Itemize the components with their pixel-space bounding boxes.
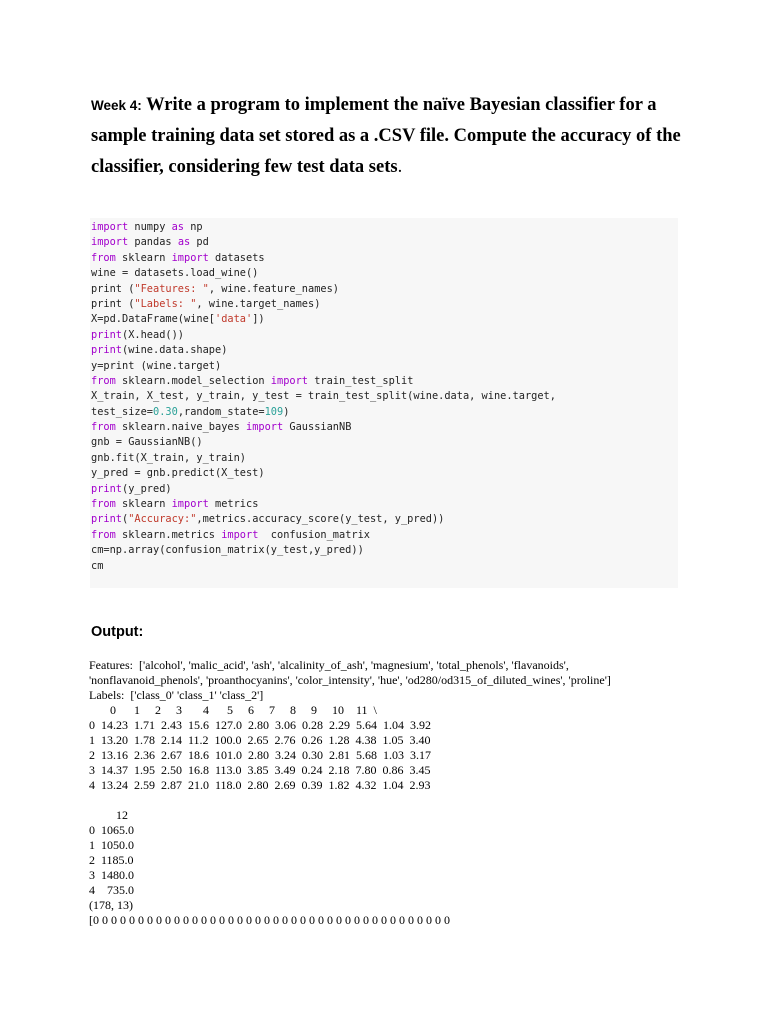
output-line: Features: ['alcohol', 'malic_acid', 'ash', 'alcalinity_of_ash', 'magnesium', 'total_phenols', 'flavanoids',	[89, 658, 569, 672]
output-line: 'nonflavanoid_phenols', 'proanthocyanins', 'color_intensity', 'hue', 'od280/od315_of_diluted_wines', 'proline']	[89, 673, 611, 687]
code-line	[91, 328, 678, 343]
output-line: 0 1 2 3 4 5 6 7 8 9 10 11 \	[89, 703, 377, 717]
output-line: 1 1050.0	[89, 838, 134, 852]
code-token: (wine.data.shape)	[122, 344, 228, 357]
heading-line-1: Write a program to implement the naïve Bayesian classifier for a	[141, 95, 657, 115]
output-title: Output:	[91, 624, 144, 640]
code-token: ,random_state=	[177, 405, 265, 418]
code-token: datasets	[208, 251, 265, 264]
code-token: test_size=	[91, 405, 153, 418]
output-line: 2 1185.0	[89, 853, 134, 867]
code-line	[91, 405, 678, 420]
code-token: , wine.target_names)	[196, 297, 321, 310]
code-token: print (	[91, 297, 135, 310]
code-token: gnb = GaussianNB()	[91, 436, 203, 449]
code-token: from	[91, 528, 116, 541]
code-token: import	[221, 528, 259, 541]
code-token: X=pd.DataFrame(wine[	[91, 313, 215, 326]
code-token: import	[91, 236, 129, 249]
code-token: from	[91, 251, 116, 264]
code-token: numpy	[128, 221, 172, 233]
code-line	[91, 235, 678, 250]
code-token: import	[91, 221, 129, 233]
code-line	[91, 451, 678, 466]
code-line	[91, 297, 678, 312]
output-line: 4 13.24 2.59 2.87 21.0 118.0 2.80 2.69 0.39 1.82 4.32 1.04 2.93	[89, 778, 431, 792]
code-token: from	[91, 374, 116, 387]
code-token: confusion_matrix	[258, 528, 370, 541]
code-line	[91, 466, 678, 481]
code-token: import	[246, 421, 284, 434]
code-token: print	[91, 344, 122, 357]
code-token: sklearn	[115, 251, 172, 264]
output-line: 2 13.16 2.36 2.67 18.6 101.0 2.80 3.24 0.30 2.81 5.68 1.03 3.17	[89, 748, 431, 762]
code-line	[91, 512, 678, 527]
code-line	[91, 482, 678, 497]
code-line	[91, 559, 678, 574]
code-line	[91, 420, 678, 435]
code-line	[91, 359, 678, 374]
code-line	[91, 220, 678, 235]
code-line	[91, 497, 678, 512]
code-token: import	[171, 251, 209, 264]
output-line: 12	[89, 808, 128, 822]
heading-line-3: classifier, considering few test data sets	[91, 157, 398, 177]
code-line	[91, 282, 678, 297]
code-token: from	[91, 421, 116, 434]
code-token: print	[91, 513, 122, 526]
code-token: train_test_split	[308, 374, 414, 387]
code-token: as	[177, 236, 191, 249]
code-token: metrics	[208, 498, 259, 511]
output-line: (178, 13)	[89, 898, 133, 912]
code-token: 0.30	[153, 405, 178, 418]
code-line	[91, 251, 678, 266]
code-line	[91, 343, 678, 358]
code-line	[91, 389, 678, 404]
assignment-heading	[91, 90, 691, 183]
output-line: 3 14.37 1.95 2.50 16.8 113.0 3.85 3.49 0.24 2.18 7.80 0.86 3.45	[89, 763, 431, 777]
code-token: )	[283, 405, 290, 418]
code-token: cm=np.array(confusion_matrix(y_test,y_pred))	[91, 544, 364, 557]
code-token: sklearn.model_selection	[115, 374, 271, 387]
code-token: y=print (wine.target)	[91, 359, 222, 372]
output-line: 4 735.0	[89, 883, 134, 897]
code-token: (y_pred)	[122, 482, 172, 495]
code-token: sklearn.naive_bayes	[115, 421, 246, 434]
code-token: import	[270, 374, 308, 387]
code-line	[91, 528, 678, 543]
code-token: (X.head())	[122, 328, 184, 341]
code-token: sklearn.metrics	[115, 528, 222, 541]
code-token: cm	[91, 559, 104, 572]
code-token: as	[171, 221, 185, 233]
code-token: "Labels: "	[134, 297, 197, 310]
code-line	[91, 435, 678, 450]
output-line: 3 1480.0	[89, 868, 134, 882]
code-token: ,metrics.accuracy_score(y_test, y_pred))	[196, 513, 445, 526]
code-token: pd	[190, 236, 209, 249]
code-token: print (	[91, 282, 135, 295]
code-token: wine = datasets.load_wine()	[91, 267, 259, 280]
code-token: (	[122, 513, 129, 526]
code-block	[90, 218, 678, 588]
code-token: print	[91, 328, 122, 341]
code-token: GaussianNB	[283, 421, 352, 434]
code-token: sklearn	[115, 498, 172, 511]
code-token: 109	[264, 405, 284, 418]
code-token: 'data'	[215, 313, 253, 326]
output-line	[89, 793, 611, 808]
code-line	[91, 312, 678, 327]
code-line	[91, 374, 678, 389]
heading-period: .	[397, 157, 403, 177]
code-token: y_pred = gnb.predict(X_test)	[91, 467, 265, 480]
code-line	[91, 266, 678, 281]
code-token: , wine.feature_names)	[208, 282, 339, 295]
code-token: "Features: "	[134, 282, 209, 295]
output-line: 0 14.23 1.71 2.43 15.6 127.0 2.80 3.06 0.28 2.29 5.64 1.04 3.92	[89, 718, 431, 732]
code-token: np	[184, 221, 203, 233]
code-token: pandas	[128, 236, 178, 249]
output-line: 1 13.20 1.78 2.14 11.2 100.0 2.65 2.76 0.26 1.28 4.38 1.05 3.40	[89, 733, 431, 747]
code-token: "Accuracy:"	[128, 513, 197, 526]
heading-line-2: sample training data set stored as a .CSV file. Compute the accuracy of the	[91, 126, 681, 146]
output-line: 0 1065.0	[89, 823, 134, 837]
code-line	[91, 543, 678, 558]
code-token: from	[91, 498, 116, 511]
code-token: ])	[252, 313, 265, 326]
output-block	[89, 658, 611, 928]
code-token: gnb.fit(X_train, y_train)	[91, 451, 246, 464]
code-token: print	[91, 482, 122, 495]
week-label: Week 4:	[91, 98, 142, 113]
code-token: import	[171, 498, 209, 511]
output-line: [0 0 0 0 0 0 0 0 0 0 0 0 0 0 0 0 0 0 0 0 0 0 0 0 0 0 0 0 0 0 0 0 0 0 0 0 0 0 0 0	[89, 913, 450, 927]
code-token: X_train, X_test, y_train, y_test = train_test_split(wine.data, wine.target,	[91, 390, 556, 403]
output-line: Labels: ['class_0' 'class_1' 'class_2']	[89, 688, 264, 702]
